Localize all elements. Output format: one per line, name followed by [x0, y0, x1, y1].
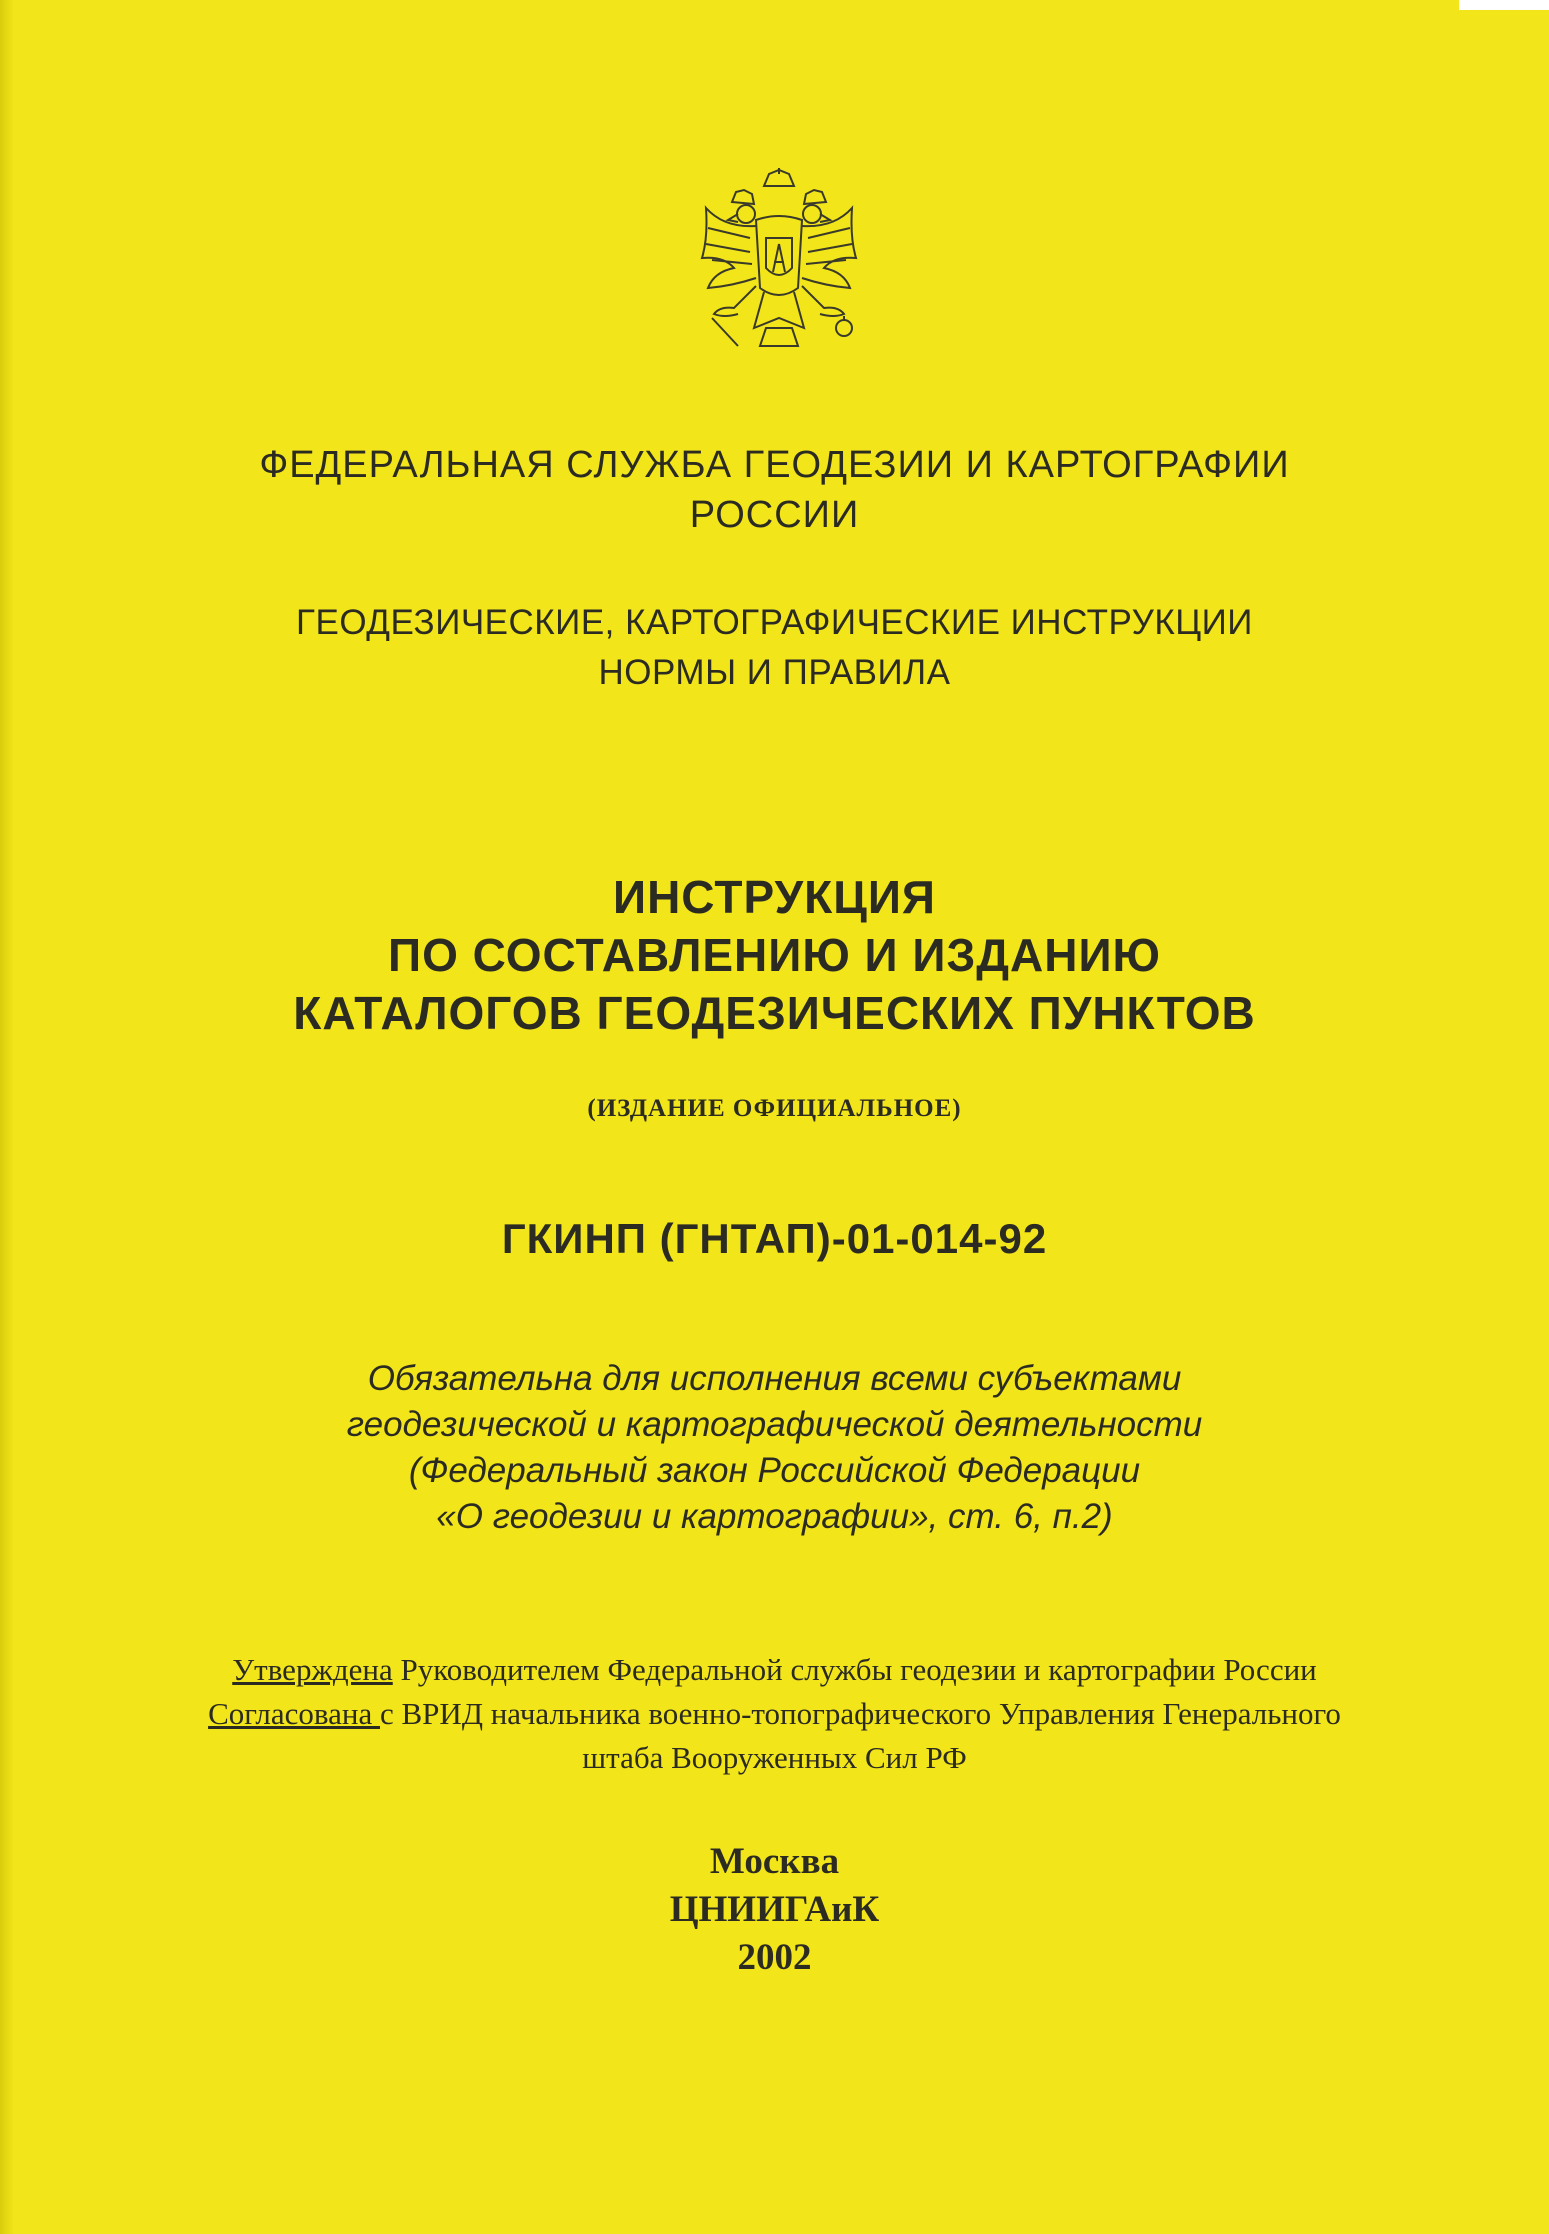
approval-statement: [0, 1648, 1549, 1780]
document-code: ГКИНП (ГНТАП)-01-014-92: [501, 1215, 1048, 1262]
approved-label: Утверждена: [232, 1652, 393, 1687]
series-name: [0, 598, 1549, 698]
approved-line: [0, 1648, 1549, 1692]
mandatory-notice: [0, 1356, 1549, 1540]
document-title-line-2: ПО СОСТАВЛЕНИЮ И ИЗДАНИЮ: [388, 929, 1161, 981]
scan-corner: [1459, 0, 1549, 10]
agreed-label: Согласована: [208, 1696, 380, 1731]
mandatory-notice-line-1: Обязательна для исполнения всеми субъектами: [367, 1359, 1182, 1398]
agency-name: [0, 440, 1549, 540]
mandatory-notice-line-2: геодезической и картографической деятельности: [346, 1405, 1203, 1444]
mandatory-notice-line-4: «О геодезии и картографии», ст. 6, п.2): [436, 1497, 1113, 1536]
mandatory-notice-line-3: (Федеральный закон Российской Федерации: [408, 1451, 1141, 1490]
series-name-line-2: НОРМЫ И ПРАВИЛА: [598, 653, 951, 692]
imprint-year: 2002: [737, 1937, 812, 1978]
imprint: [0, 1838, 1549, 1982]
agency-name-line-2: РОССИИ: [689, 494, 860, 536]
agreed-line: [0, 1692, 1549, 1736]
agency-name-line-1: ФЕДЕРАЛЬНАЯ СЛУЖБА ГЕОДЕЗИИ И КАРТОГРАФИИ: [259, 444, 1290, 486]
edition-note: (ИЗДАНИЕ ОФИЦИАЛЬНОЕ): [587, 1095, 962, 1122]
document-title: [0, 868, 1549, 1042]
imprint-publisher: ЦНИИГАиК: [669, 1889, 880, 1930]
imprint-city: Москва: [709, 1841, 840, 1882]
agreed-text: с ВРИД начальника военно-топографического Управления Генерального: [380, 1696, 1341, 1731]
series-name-line-1: ГЕОДЕЗИЧЕСКИЕ, КАРТОГРАФИЧЕСКИЕ ИНСТРУКЦИИ: [296, 603, 1253, 642]
agreed-line-2: штаба Вооруженных Сил РФ: [582, 1740, 967, 1775]
approved-text: Руководителем Федеральной службы геодезии и картографии России: [392, 1652, 1317, 1687]
double-headed-eagle-icon: [694, 168, 864, 358]
document-title-line-3: КАТАЛОГОВ ГЕОДЕЗИЧЕСКИХ ПУНКТОВ: [293, 987, 1256, 1039]
document-title-line-1: ИНСТРУКЦИЯ: [613, 871, 936, 923]
